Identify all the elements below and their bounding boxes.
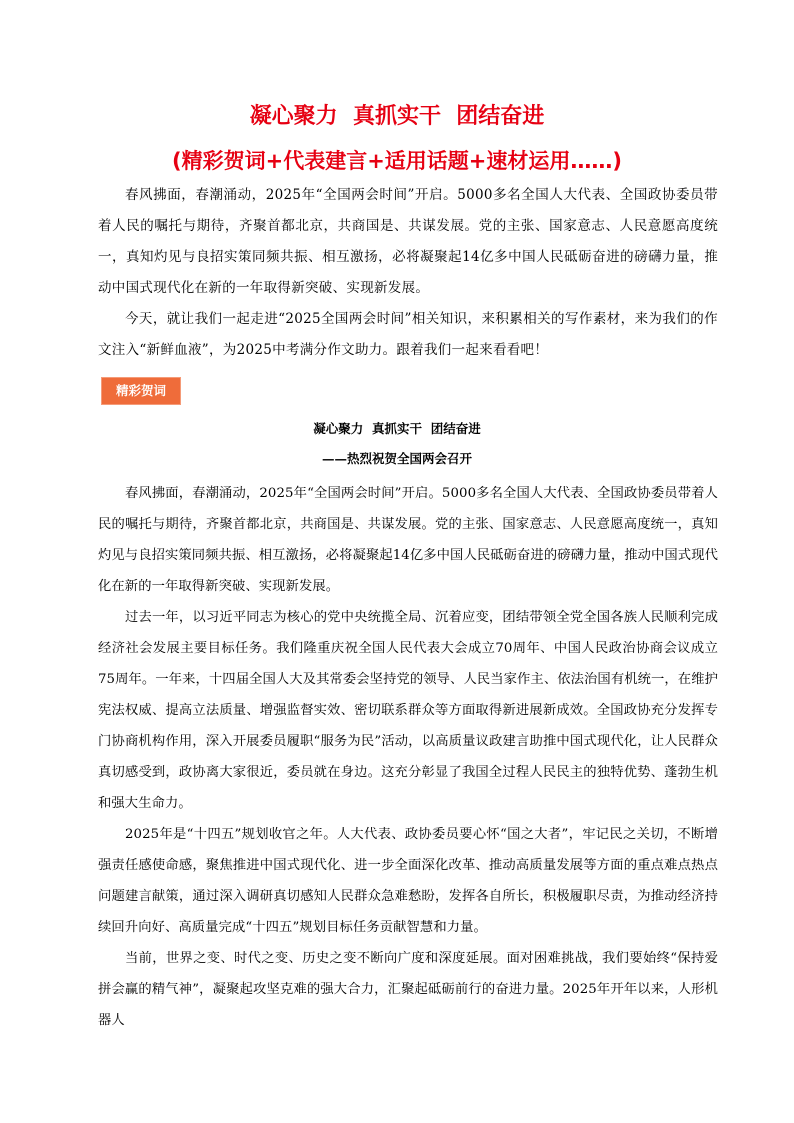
- document-subtitle: (精彩贺词+代表建言+适用话题+速材运用……): [172, 149, 622, 173]
- article-title: 凝心聚力 真抓实干 团结奋进: [313, 421, 481, 436]
- article-paragraph-4: 当前，世界之变、时代之变、历史之变不断向广度和深度延展。面对困难挑战，我们要始终“保持爱拼会赢的精气神”，凝聚起攻坚克难的强大合力，汇聚起砥砺前行的奋进力量。2025年开年以来，人形机器人: [98, 951, 718, 1028]
- article-body: [98, 478, 718, 1036]
- article-subtitle: ——热烈祝贺全国两会召开: [321, 451, 472, 466]
- article-paragraph-2: 过去一年，以习近平同志为核心的党中央统揽全局、沉着应变，团结带领全党全国各族人民顺利完成经济社会发展主要目标任务。我们隆重庆祝全国人民代表大会成立70周年、中国人民政治协商会议成立75周年。一年来，十四届全国人大及其常委会坚持党的领导、人民当家作主、依法治国有机统一，在维护宪法权威、提高立法质量、增强监督实效、密切联系群众等方面取得新进展新成效。全国政协充分发挥专门协商机构作用，深入开展委员履职“服务为民”活动，以高质量议政建言助推中国式现代化，让人民群众真切感受到，政协离大家很近，委员就在身边。这充分彰显了我国全过程人民民主的独特优势、蓬勃生机和强大生命力。: [98, 610, 718, 811]
- article-paragraph-3: 2025年是“十四五”规划收官之年。人大代表、政协委员要心怀“国之大者”，牢记民之关切，不断增强责任感使命感，聚焦推进中国式现代化、进一步全面深化改革、推动高质量发展等方面的重点难点热点问题建言献策，通过深入调研真切感知人民群众急难愁盼，发挥各自所长，积极履职尽责，为推动经济持续回升向好、高质量完成“十四五”规划目标任务贡献智慧和力量。: [98, 827, 718, 935]
- intro-paragraph-1: 春风拂面，春潮涌动，2025年“全国两会时间”开启。5000多名全国人大代表、全国政协委员带着人民的嘱托与期待，齐聚首都北京，共商国是、共谋发展。党的主张、国家意志、人民意愿高度统一，真知灼见与良招实策同频共振、相互激扬，必将凝聚起14亿多中国人民砥砺奋进的磅礴力量，推动中国式现代化在新的一年取得新突破、实现新发展。: [98, 187, 718, 296]
- intro-paragraph-2: 今天，就让我们一起走进“2025全国两会时间”相关知识，来积累相关的写作素材，来为我们的作文注入“新鲜血液”，为2025中考满分作文助力。跟着我们一起来看看吧！: [98, 311, 718, 358]
- article-paragraph-1: 春风拂面，春潮涌动，2025年“全国两会时间”开启。5000多名全国人大代表、全国政协委员带着人民的嘱托与期待，齐聚首都北京，共商国是、共谋发展。党的主张、国家意志、人民意愿高度统一，真知灼见与良招实策同频共振、相互激扬，必将凝聚起14亿多中国人民砥砺奋进的磅礴力量，推动中国式现代化在新的一年取得新突破、实现新发展。: [98, 486, 718, 594]
- section-badge: 精彩贺词: [102, 378, 180, 404]
- intro-section: [98, 180, 718, 366]
- document-title: 凝心聚力 真抓实干 团结奋进: [249, 104, 545, 129]
